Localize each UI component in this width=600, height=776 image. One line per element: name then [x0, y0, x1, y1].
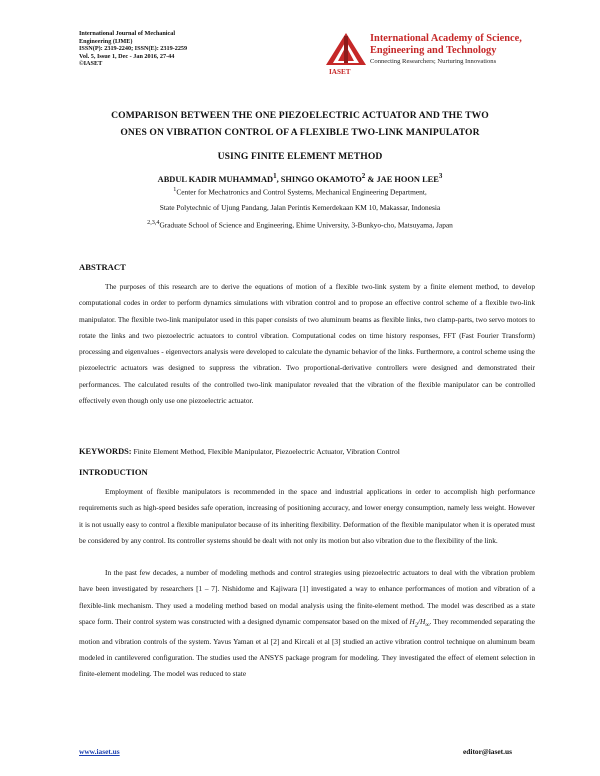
abstract-body: [79, 279, 535, 409]
affiliation-1-text: Center for Mechatronics and Control Systems, Mechanical Engineering Department,: [176, 187, 427, 197]
introduction-paragraph-1: Employment of flexible manipulators is recommended in the space and industrial applications in order to accomplish high performance requirements such as high-speed besides safe operation, increasing of positioning accuracy, and lower energy consumption, namely less weight. However it is not usually easy to control a flexible manipulator because of its inheriting flexibility. Deformation of the flexible manipulator when it is operated must be considered by any control. Its controller systems should be dealt with not only its motion but also vibration due to the flexibility of the link.: [79, 487, 535, 545]
author-list: [70, 172, 530, 184]
footer-website-link[interactable]: www.iaset.us: [79, 747, 120, 756]
author-3-sup: 3: [438, 172, 443, 180]
math-h-symbol: H: [419, 616, 426, 626]
paper-title-line3: USING FINITE ELEMENT METHOD: [217, 151, 383, 162]
author-2: SHINGO OKAMOTO: [280, 174, 362, 184]
paper-title-line2: ONES ON VIBRATION CONTROL OF A FLEXIBLE TWO-LINK MANIPULATOR: [120, 127, 480, 138]
journal-name-line1: International Journal of Mechanical: [79, 30, 176, 37]
iaset-logo-icon: [325, 32, 367, 66]
author-separator: &: [365, 174, 377, 184]
footer-email: editor@iaset.us: [463, 747, 512, 756]
para2-text-a: In the past few decades, a number of modeling methods and control strategies using piezoelectric actuators to deal with the vibration problem have been investigated by researchers [1 – 7]. Nishidome and Kajiwara [1] investigated a way to enhance performances of motion and vibration of a flexible-link mechanism. They used a modeling method based on modal analysis using the finite-element method. The model was described as a state space form. Their control system was constructed with a designed dynamic compensator based on the mixed of: [79, 568, 535, 626]
para2-text-b: . They recommended separating the motion and vibration controls of the system. Yavus Yaman et al [2] and Kircali et al [3] studied an active vibration control technique on aluminum beam modeled in cantilevered configuration. The studies used the ANSYS package program for modeling. They investigated the effect of element selection in finite-element modeling. The model was reduced to state: [79, 616, 535, 679]
math-h-symbol: H: [409, 616, 415, 626]
logo-line1: International Academy of Science,: [370, 33, 522, 44]
math-sub-2: 2: [414, 622, 418, 629]
author-1-sup: 1: [273, 172, 277, 180]
author-2-sup: 2: [361, 172, 366, 180]
affiliation-2-text: Graduate School of Science and Engineering, Ehime University, 3-Bunkyo-cho, Matsuyama, Japan: [159, 220, 453, 230]
journal-volume: Vol. 5, Issue 1, Dec - Jan 2016, 27-44: [79, 52, 175, 60]
iaset-logo-label: IASET: [329, 68, 351, 76]
introduction-paragraph-2: [79, 565, 535, 683]
author-3: JAE HOON LEE: [376, 174, 439, 184]
math-slash: /: [417, 616, 420, 626]
logo-line2: Engineering and Technology: [370, 45, 497, 56]
math-h2: [409, 616, 430, 629]
keywords-label: KEYWORDS:: [79, 447, 132, 456]
journal-issn: ISSN(P): 2319-2240; ISSN(E): 2319-2259: [79, 45, 188, 53]
author-separator: ,: [276, 174, 281, 184]
abstract-heading: ABSTRACT: [79, 262, 126, 272]
abstract-paragraph: The purposes of this research are to derive the equations of motion of a flexible two-link system by a finite element method, to develop computational codes in order to perform dynamics simulations with vibration control and to propose an effective control scheme of a flexible two-link manipulator. The flexible two-link manipulator used in this paper consists of two aluminum beams as flexible links, two clamp-parts, two servo motors to rotate the links and two piezoelectric actuators to control vibration. Computational codes on time history responses, FFT (Fast Fourier Transform) processing and eigenvalues - eigenvectors analysis were developed to calculate the dynamic behavior of the links. Furthermore, a control scheme using the piezoelectric actuators was designed to suppress the vibration. Two proportional-derivative controllers were designed and demonstrated their performances. The calculated results of the controlled two-link manipulator revealed that the vibration of the flexible manipulator can be controlled effectively even though only use one piezoelectric actuator.: [79, 282, 535, 406]
author-1: ABDUL KADIR MUHAMMAD: [157, 174, 274, 184]
journal-copyright: ©IASET: [79, 60, 103, 68]
math-sub-inf: ∞: [425, 622, 430, 629]
affiliation-1-line2: State Polytechnic of Ujung Pandang, Jalan Perintis Kemerdekaan KM 10, Makassar, Indonesia: [159, 203, 441, 212]
introduction-body-2: [79, 565, 535, 683]
affiliation-1-sup: 1: [173, 187, 177, 193]
introduction-body: [79, 484, 535, 549]
keywords-text: Finite Element Method, Flexible Manipulator, Piezoelectric Actuator, Vibration Control: [131, 447, 400, 456]
introduction-heading: INTRODUCTION: [79, 467, 148, 477]
journal-info: [79, 30, 279, 68]
logo-tagline: Connecting Researchers; Nurturing Innovations: [370, 58, 497, 65]
affiliation-1-line1: [70, 187, 530, 196]
journal-name-line2: Engineering (IJME): [79, 37, 133, 45]
affiliation-2-sup: 2,3,4: [147, 220, 160, 226]
keywords: [79, 447, 535, 456]
logo-text: [370, 33, 570, 67]
affiliation-2: [70, 220, 530, 229]
paper-title-line1: COMPARISON BETWEEN THE ONE PIEZOELECTRIC ACTUATOR AND THE TWO: [111, 110, 489, 121]
